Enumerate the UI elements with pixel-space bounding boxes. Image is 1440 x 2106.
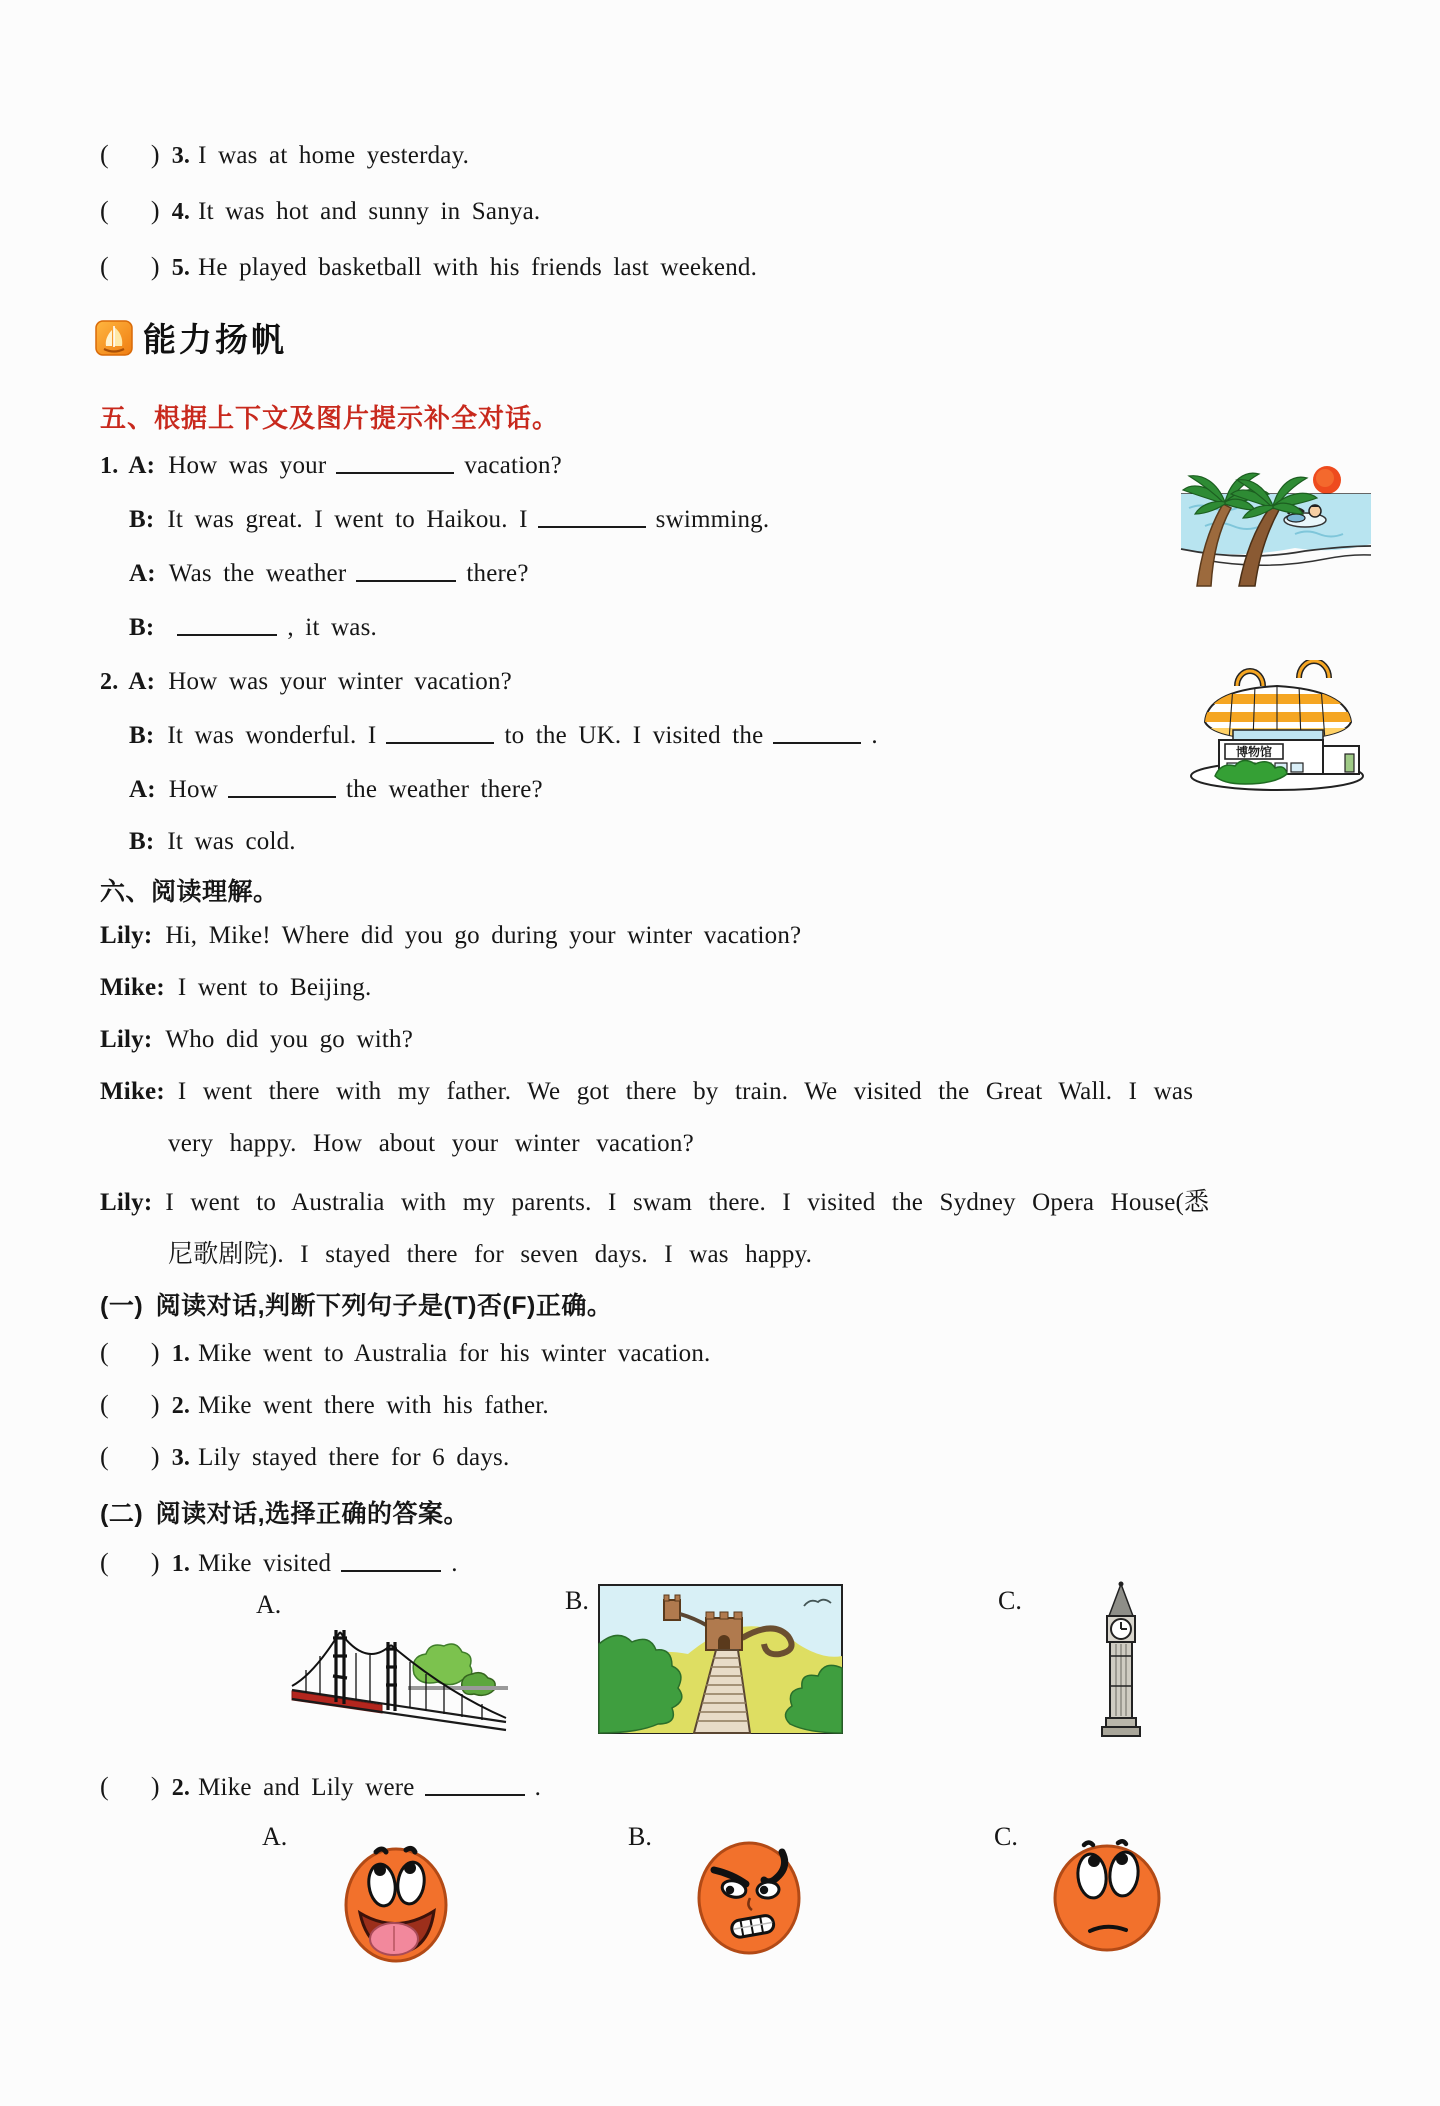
dialog-text: It was wonderful. I <box>167 722 377 749</box>
reading-line-mike2 <box>100 1078 1193 1106</box>
dialog-text: Was the weather <box>168 560 347 587</box>
museum-sign-text: 博物馆 <box>1235 745 1273 759</box>
answer-paren-close: ) <box>150 252 160 281</box>
answer-paren-open: ( <box>100 196 109 225</box>
choice-label-a: A. <box>262 1822 288 1851</box>
sad-face-illustration <box>1048 1834 1166 1964</box>
reading-line-lily2 <box>100 1026 413 1054</box>
question-number: 3. <box>171 1445 191 1471</box>
answer-paren-open: ( <box>100 1548 109 1577</box>
question-text: . <box>534 1774 542 1801</box>
dialog-text: to the UK. I visited the <box>504 722 764 749</box>
question-text: . <box>451 1550 458 1577</box>
speaker-label: B: <box>129 828 155 855</box>
tf-item-3 <box>100 140 469 170</box>
dialog-text: It was cold. <box>167 828 296 855</box>
speaker-label: Mike: <box>100 974 165 1001</box>
museum-building-illustration <box>1185 660 1370 794</box>
choice-label-b: B. <box>628 1822 652 1851</box>
speaker-label: Lily: <box>100 1026 153 1053</box>
speaker-label: B: <box>129 506 155 533</box>
speaker-label: A: <box>129 776 156 803</box>
part1-title: (一) 阅读对话,判断下列句子是(T)否(F)正确。 <box>100 1292 613 1320</box>
question-number: 4. <box>171 199 191 225</box>
answer-paren-close: ) <box>150 1442 160 1471</box>
answer-blank <box>386 740 494 744</box>
choice-label-c: C. <box>994 1822 1018 1851</box>
dialog-text: , it was. <box>287 614 377 641</box>
answer-blank <box>177 632 277 636</box>
question-text: Lily stayed there for 6 days. <box>198 1444 510 1471</box>
answer-blank <box>773 740 861 744</box>
golden-gate-bridge-illustration <box>286 1622 511 1734</box>
question-text: He played basketball with his friends last weekend. <box>198 254 758 281</box>
section5-title: 五、根据上下文及图片提示补全对话。 <box>100 403 560 433</box>
answer-paren-open: ( <box>100 140 109 169</box>
answer-blank <box>228 794 336 798</box>
answer-blank <box>341 1568 441 1572</box>
question-number: 2. <box>171 1393 191 1419</box>
dialog-text: very happy. How about your winter vacation? <box>168 1130 694 1157</box>
answer-paren-open: ( <box>100 252 109 281</box>
answer-blank <box>425 1792 525 1796</box>
answer-blank <box>538 524 646 528</box>
reading-line-mike2-cont <box>168 1130 694 1158</box>
speaker-label: B: <box>129 614 155 641</box>
beach-swimming-illustration <box>1175 454 1375 594</box>
reading-line-lily3-cont <box>168 1234 812 1270</box>
question-text: Mike went there with his father. <box>198 1392 549 1419</box>
question-number: 1. <box>171 1341 191 1367</box>
dialog-number: 1. <box>100 453 119 479</box>
speaker-label: A: <box>128 452 156 479</box>
speaker-label: Lily: <box>100 922 153 949</box>
dialog2-line-b2 <box>129 828 296 856</box>
part2-question-2 <box>100 1772 541 1802</box>
question-number: 1. <box>171 1551 191 1577</box>
dialog-text: I went there with my father. We got there by train. We visited the Great Wall. I was <box>177 1078 1194 1105</box>
tf-item-4 <box>100 196 540 226</box>
dialog-text: . <box>871 722 878 749</box>
dialog-text: swimming. <box>655 506 770 533</box>
dialog-text: It was great. I went to Haikou. I <box>167 506 528 533</box>
choice-label-b: B. <box>565 1586 589 1615</box>
answer-paren-close: ) <box>150 196 160 225</box>
dialog-text: Who did you go with? <box>165 1026 413 1053</box>
speaker-label: Lily: <box>100 1189 153 1216</box>
answer-paren-close: ) <box>150 1338 160 1367</box>
dialog2-line-a1 <box>100 668 512 696</box>
choice-label-a: A. <box>256 1590 282 1619</box>
dialog1-line-b2 <box>129 614 377 642</box>
choice-label-c: C. <box>998 1586 1022 1615</box>
answer-blank <box>356 578 456 582</box>
dialog2-line-b1 <box>129 722 878 750</box>
answer-blank <box>336 470 454 474</box>
question-number: 3. <box>171 143 191 169</box>
reading-line-mike1 <box>100 974 371 1002</box>
big-ben-illustration <box>1092 1580 1150 1738</box>
reading-line-lily3 <box>100 1182 1209 1218</box>
dialog-text: How was your <box>168 452 327 479</box>
part1-tf-item-2 <box>100 1390 549 1420</box>
dialog-text: 尼歌剧院). I stayed there for seven days. I was happy. <box>168 1241 813 1268</box>
dialog-text: vacation? <box>464 452 562 479</box>
dialog-text: How was your winter vacation? <box>168 668 512 695</box>
dialog-text: there? <box>466 560 529 587</box>
reading-line-lily1 <box>100 922 801 950</box>
question-number: 2. <box>171 1775 191 1801</box>
section-banner <box>94 314 287 361</box>
answer-paren-open: ( <box>100 1338 109 1367</box>
dialog1-line-a1 <box>100 452 562 480</box>
part1-tf-item-1 <box>100 1338 710 1368</box>
speaker-label: Mike: <box>100 1078 165 1105</box>
answer-paren-open: ( <box>100 1390 109 1419</box>
dialog-number: 2. <box>100 669 119 695</box>
dialog-text: Hi, Mike! Where did you go during your winter vacation? <box>165 922 802 949</box>
section-banner-title: 能力扬帆 <box>143 321 287 358</box>
dialog1-line-b1 <box>129 506 769 534</box>
question-number: 5. <box>171 255 191 281</box>
question-text: It was hot and sunny in Sanya. <box>198 198 541 225</box>
happy-face-illustration <box>338 1838 456 1970</box>
tf-item-5 <box>100 252 757 282</box>
question-text: I was at home yesterday. <box>198 142 470 169</box>
answer-paren-close: ) <box>150 140 160 169</box>
part1-tf-item-3 <box>100 1442 509 1472</box>
dialog2-line-a2 <box>129 776 543 804</box>
speaker-label: A: <box>129 560 156 587</box>
answer-paren-close: ) <box>150 1772 160 1801</box>
speaker-label: B: <box>129 722 155 749</box>
question-text: Mike visited <box>198 1550 332 1577</box>
angry-face-illustration <box>690 1834 808 1964</box>
dialog-text: I went to Australia with my parents. I swam there. I visited the Sydney Opera House(悉 <box>165 1189 1210 1216</box>
dialog-text: I went to Beijing. <box>177 974 372 1001</box>
part2-question-1 <box>100 1548 458 1578</box>
sail-badge-icon <box>94 318 134 358</box>
part2-title: (二) 阅读对话,选择正确的答案。 <box>100 1500 470 1528</box>
speaker-label: A: <box>128 668 156 695</box>
dialog-text: How <box>168 776 218 803</box>
question-text: Mike and Lily were <box>198 1774 415 1801</box>
answer-paren-open: ( <box>100 1772 109 1801</box>
dialog1-line-a2 <box>129 560 529 588</box>
dialog-text: the weather there? <box>346 776 543 803</box>
answer-paren-close: ) <box>150 1390 160 1419</box>
great-wall-illustration <box>598 1584 843 1734</box>
answer-paren-close: ) <box>150 1548 160 1577</box>
section6-title: 六、阅读理解。 <box>100 878 279 906</box>
question-text: Mike went to Australia for his winter vacation. <box>198 1340 711 1367</box>
answer-paren-open: ( <box>100 1442 109 1471</box>
